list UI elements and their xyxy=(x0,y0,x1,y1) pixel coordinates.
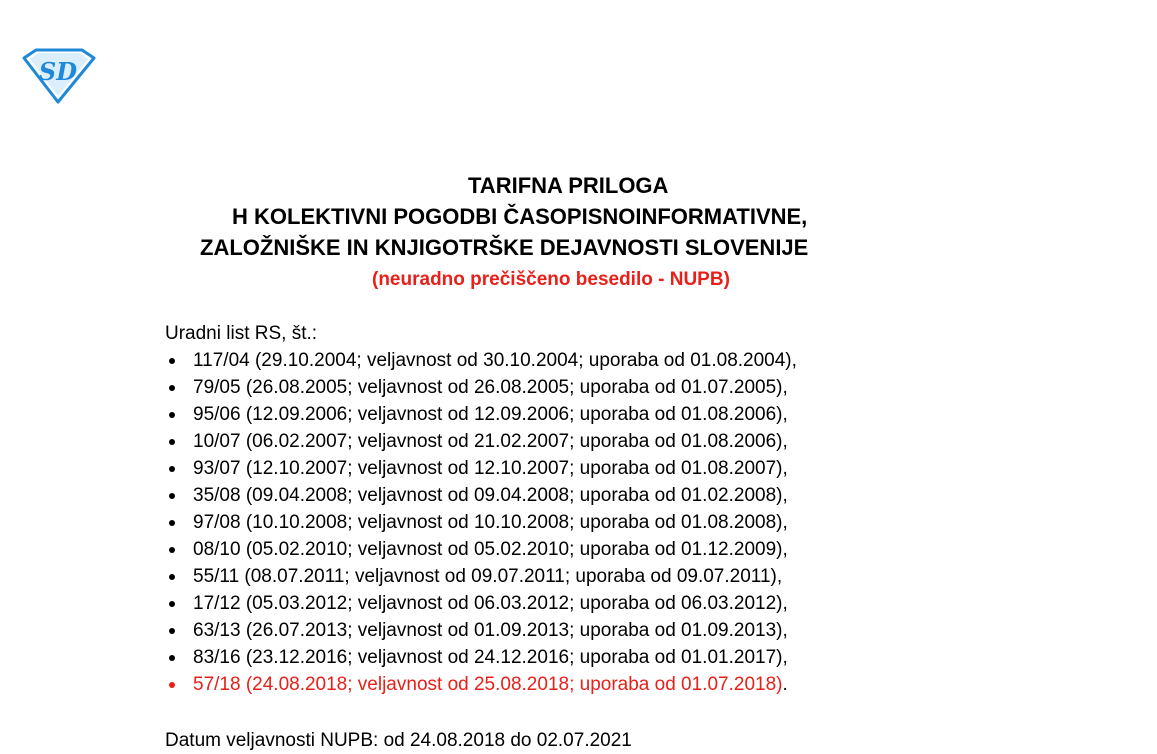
gazette-entry-text: 93/07 (12.10.2007; veljavnost od 12.10.2007; uporaba od 01.08.2007), xyxy=(193,458,788,479)
gazette-entry xyxy=(165,509,797,536)
bullet-icon xyxy=(169,547,175,553)
gazette-entry xyxy=(165,590,797,617)
document-subtitle: (neuradno prečiščeno besedilo - NUPB) xyxy=(372,269,730,290)
validity-date: Datum veljavnosti NUPB: od 24.08.2018 do 02.07.2021 xyxy=(165,730,632,751)
gazette-entry-latest xyxy=(165,671,797,698)
gazette-entry xyxy=(165,644,797,671)
bullet-icon xyxy=(169,655,175,661)
title-line-2: H KOLEKTIVNI POGODBI ČASOPISNOINFORMATIVNE, xyxy=(232,204,808,229)
gazette-entry-text: 35/08 (09.04.2008; veljavnost od 09.04.2008; uporaba od 01.02.2008), xyxy=(193,485,788,506)
gazette-entry-text: 97/08 (10.10.2008; veljavnost od 10.10.2008; uporaba od 01.08.2008), xyxy=(193,512,788,533)
bullet-icon xyxy=(169,682,175,688)
bullet-icon xyxy=(169,412,175,418)
gazette-entry-text: 79/05 (26.08.2005; veljavnost od 26.08.2005; uporaba od 01.07.2005), xyxy=(193,377,788,398)
gazette-entry-text: 08/10 (05.02.2010; veljavnost od 05.02.2010; uporaba od 01.12.2009), xyxy=(193,539,788,560)
bullet-icon xyxy=(169,385,175,391)
bullet-icon xyxy=(169,439,175,445)
gazette-entry xyxy=(165,482,797,509)
gazette-entry xyxy=(165,455,797,482)
bullet-icon xyxy=(169,628,175,634)
gazette-label: Uradni list RS, št.: xyxy=(165,323,318,344)
gazette-list xyxy=(165,347,797,698)
logo-letters: SD xyxy=(38,57,78,86)
title-line-3: ZALOŽNIŠKE IN KNJIGOTRŠKE DEJAVNOSTI SLOVENIJE xyxy=(200,235,809,260)
bullet-icon xyxy=(169,493,175,499)
gazette-entry-text: 83/16 (23.12.2016; veljavnost od 24.12.2016; uporaba od 01.01.2017), xyxy=(193,647,788,668)
title-line-1: TARIFNA PRILOGA xyxy=(468,173,669,198)
gazette-latest-trail: . xyxy=(782,674,788,695)
gazette-entry xyxy=(165,347,797,374)
gazette-entry-text: 10/07 (06.02.2007; veljavnost od 21.02.2007; uporaba od 01.08.2006), xyxy=(193,431,788,452)
gazette-entry-text: 63/13 (26.07.2013; veljavnost od 01.09.2013; uporaba od 01.09.2013), xyxy=(193,620,788,641)
gazette-entry-text: 95/06 (12.09.2006; veljavnost od 12.09.2006; uporaba od 01.08.2006), xyxy=(193,404,788,425)
bullet-icon xyxy=(169,466,175,472)
gazette-entry-text: 117/04 (29.10.2004; veljavnost od 30.10.2004; uporaba od 01.08.2004), xyxy=(193,350,797,371)
gazette-entry xyxy=(165,374,797,401)
bullet-icon xyxy=(169,358,175,364)
bullet-icon xyxy=(169,520,175,526)
gazette-entry xyxy=(165,401,797,428)
gazette-entry xyxy=(165,563,797,590)
gazette-entry xyxy=(165,428,797,455)
gazette-entry xyxy=(165,536,797,563)
gazette-latest-text: 57/18 (24.08.2018; veljavnost od 25.08.2018; uporaba od 01.07.2018) xyxy=(193,674,783,695)
gazette-section xyxy=(165,320,797,698)
gazette-entry-text: 55/11 (08.07.2011; veljavnost od 09.07.2011; uporaba od 09.07.2011), xyxy=(193,566,783,587)
sd-shield-logo-icon xyxy=(22,48,96,104)
gazette-entry-text: 17/12 (05.03.2012; veljavnost od 06.03.2012; uporaba od 06.03.2012), xyxy=(193,593,788,614)
bullet-icon xyxy=(169,574,175,580)
gazette-entry xyxy=(165,617,797,644)
bullet-icon xyxy=(169,601,175,607)
